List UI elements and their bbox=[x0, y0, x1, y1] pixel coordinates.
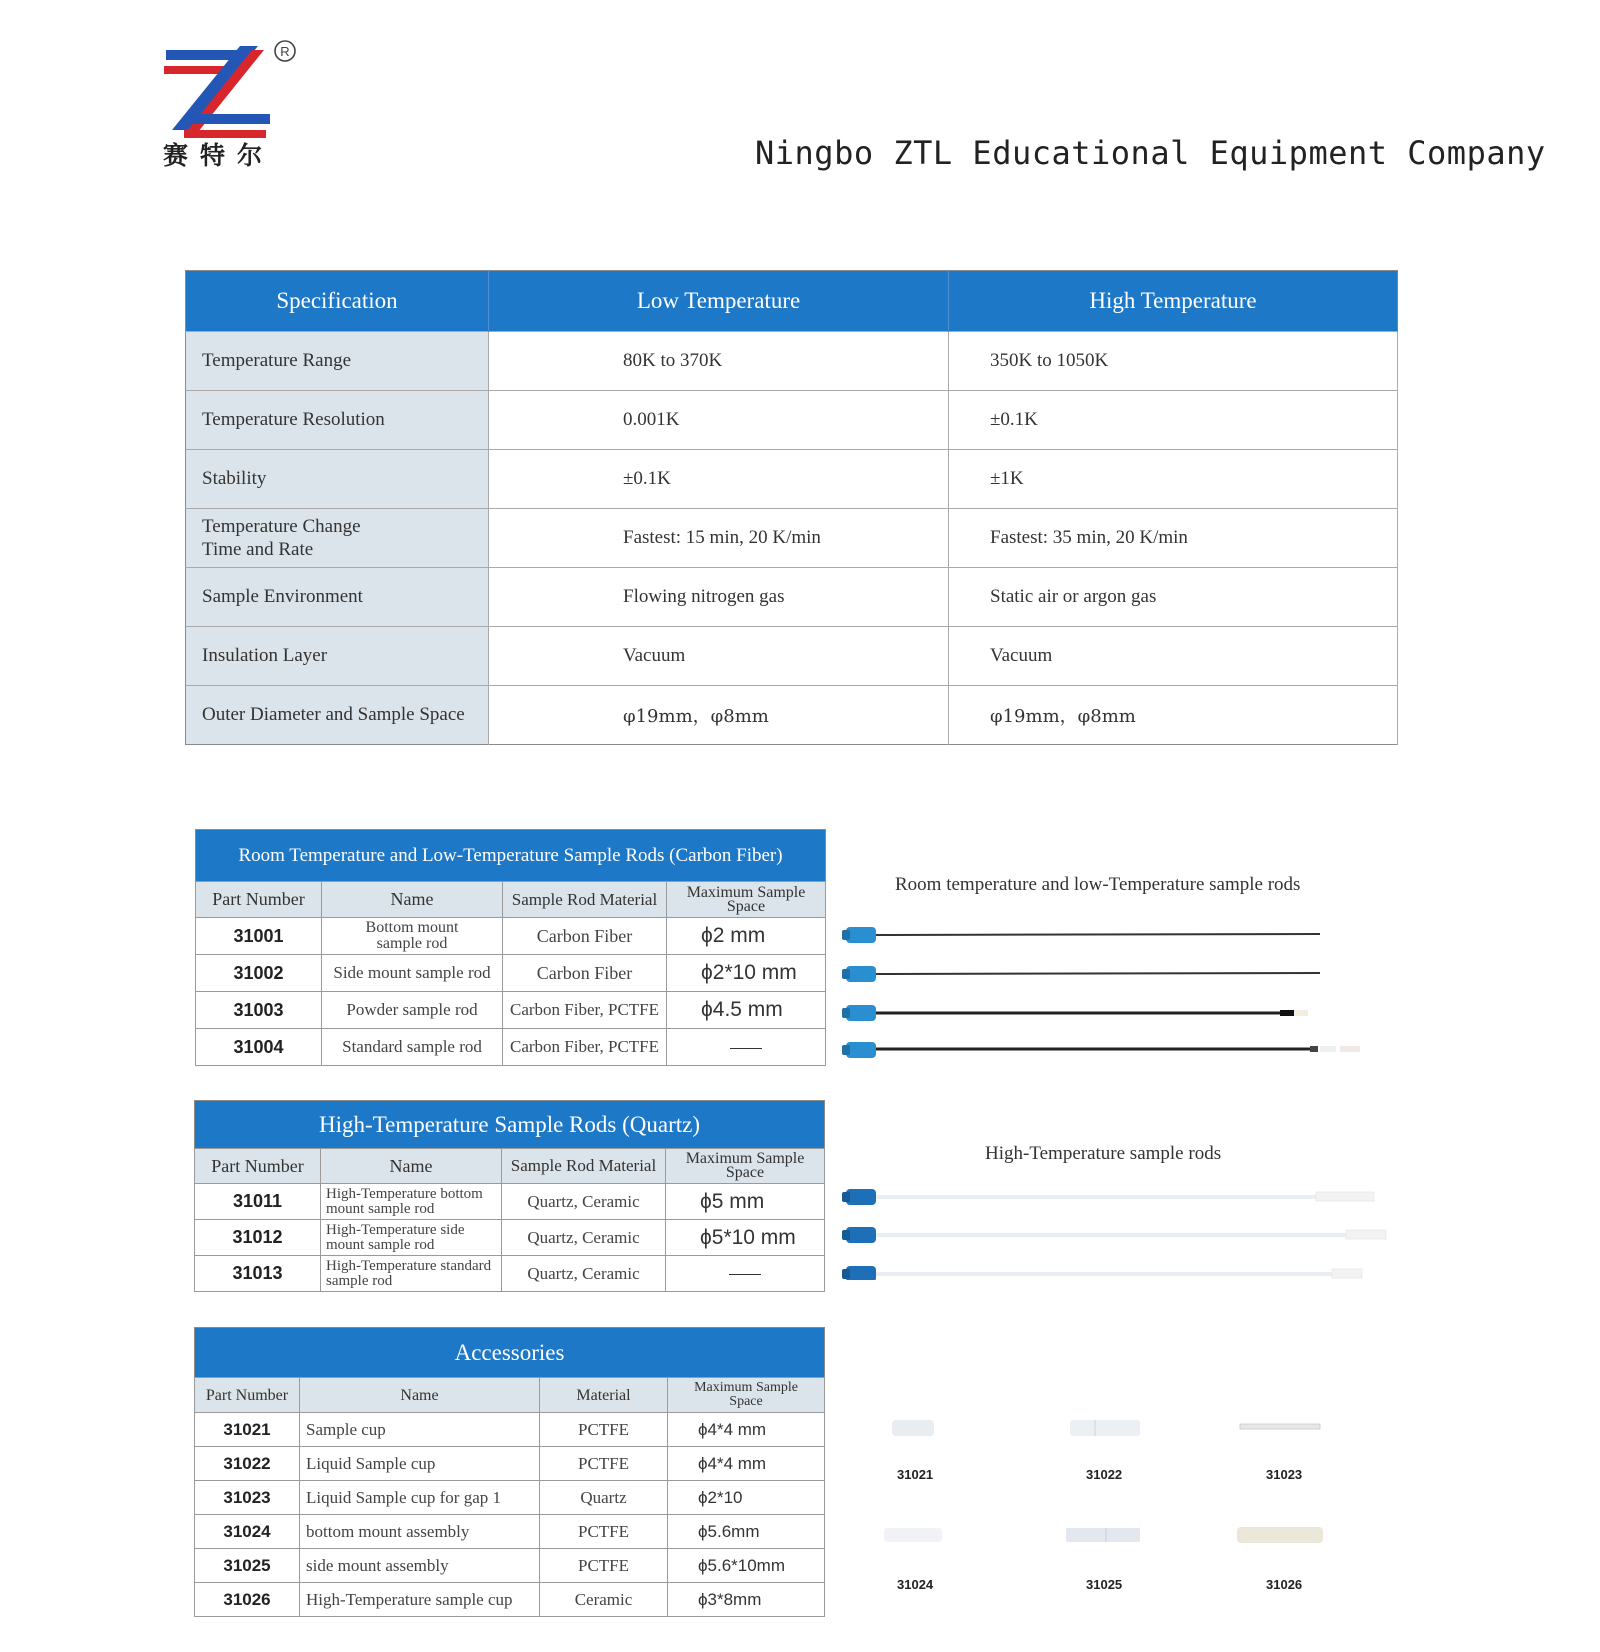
table-row bbox=[186, 509, 1398, 568]
spec-low-value: φ19mm，φ8mm bbox=[489, 686, 949, 745]
table-row bbox=[196, 1029, 826, 1066]
part-name: Standard sample rod bbox=[322, 1029, 503, 1066]
table-row bbox=[195, 1481, 825, 1515]
part-space: ϕ5.6*10mm bbox=[668, 1549, 825, 1583]
spec-high-value: φ19mm，φ8mm bbox=[949, 686, 1398, 745]
spec-low-value: 80K to 370K bbox=[489, 332, 949, 391]
quartz-rod-31011 bbox=[842, 1189, 1374, 1205]
part-number: 31021 bbox=[195, 1413, 300, 1447]
photo-label: 31021 bbox=[897, 1467, 934, 1482]
photo-label: 31024 bbox=[897, 1577, 934, 1592]
table-row bbox=[186, 686, 1398, 745]
part-name: High-Temperature standard sample rod bbox=[321, 1256, 502, 1292]
part-number: 31003 bbox=[196, 992, 322, 1029]
col-header: Part Number bbox=[195, 1378, 300, 1413]
table-row bbox=[195, 1549, 825, 1583]
table-row bbox=[186, 450, 1398, 509]
spec-high-value: Static air or argon gas bbox=[949, 568, 1398, 627]
part-material: Carbon Fiber, PCTFE bbox=[503, 992, 667, 1029]
carbon-rod-31004 bbox=[842, 1042, 1360, 1058]
part-name: High-Temperature sample cup bbox=[300, 1583, 540, 1617]
col-header: Name bbox=[322, 882, 503, 918]
part-material: Ceramic bbox=[540, 1583, 668, 1617]
part-space: ϕ3*8mm bbox=[668, 1583, 825, 1617]
accessory-31025-image bbox=[1066, 1528, 1140, 1542]
quartz-rod-31013 bbox=[842, 1266, 1362, 1280]
col-header: Part Number bbox=[195, 1149, 321, 1184]
table-row bbox=[195, 1220, 825, 1256]
spec-low-value: ±0.1K bbox=[489, 450, 949, 509]
table-row bbox=[196, 955, 826, 992]
part-material: Quartz, Ceramic bbox=[502, 1184, 666, 1220]
part-material: Quartz, Ceramic bbox=[502, 1256, 666, 1292]
table-row bbox=[186, 391, 1398, 450]
spec-label: Temperature Range bbox=[186, 332, 489, 391]
spec-low-value: Fastest: 15 min, 20 K/min bbox=[489, 509, 949, 568]
logo-text: 赛特尔 bbox=[163, 141, 275, 170]
company-name: Ningbo ZTL Educational Equipment Company bbox=[755, 134, 1546, 172]
spec-high-value: 350K to 1050K bbox=[949, 332, 1398, 391]
spec-high-value: ±0.1K bbox=[949, 391, 1398, 450]
spec-header-row bbox=[186, 271, 1398, 332]
part-name: Side mount sample rod bbox=[322, 955, 503, 992]
part-material: PCTFE bbox=[540, 1549, 668, 1583]
table-row bbox=[186, 332, 1398, 391]
part-number: 31011 bbox=[195, 1184, 321, 1220]
photo-label: 31026 bbox=[1266, 1577, 1303, 1592]
spec-col-header: Low Temperature bbox=[489, 271, 949, 332]
part-number: 31023 bbox=[195, 1481, 300, 1515]
part-material: PCTFE bbox=[540, 1515, 668, 1549]
part-name: Powder sample rod bbox=[322, 992, 503, 1029]
part-name: Liquid Sample cup for gap 1 bbox=[300, 1481, 540, 1515]
table-row bbox=[195, 1515, 825, 1549]
table-row bbox=[186, 568, 1398, 627]
spec-label: Sample Environment bbox=[186, 568, 489, 627]
spec-high-value: Vacuum bbox=[949, 627, 1398, 686]
carbon-rods-table bbox=[195, 829, 826, 1066]
quartz-rod-31012 bbox=[842, 1227, 1386, 1243]
part-name: bottom mount assembly bbox=[300, 1515, 540, 1549]
part-space: ϕ4*4 mm bbox=[668, 1447, 825, 1481]
table-row bbox=[195, 1583, 825, 1617]
part-space: ϕ2*10 bbox=[668, 1481, 825, 1515]
table-row bbox=[195, 1413, 825, 1447]
part-space: ϕ2*10 mm bbox=[667, 955, 826, 992]
accessory-31024-image bbox=[884, 1528, 942, 1542]
part-number: 31022 bbox=[195, 1447, 300, 1481]
part-material: Carbon Fiber bbox=[503, 955, 667, 992]
table-title: Room Temperature and Low-Temperature Sample Rods (Carbon Fiber) bbox=[196, 830, 826, 882]
part-name: Bottom mount sample rod bbox=[322, 918, 503, 955]
spec-label: Insulation Layer bbox=[186, 627, 489, 686]
carbon-rod-31001 bbox=[842, 927, 1320, 943]
col-header: Name bbox=[300, 1378, 540, 1413]
col-header: Maximum Sample Space bbox=[667, 882, 826, 918]
accessory-31022-image bbox=[1070, 1420, 1140, 1436]
accessories-table bbox=[194, 1327, 825, 1617]
part-number: 31004 bbox=[196, 1029, 322, 1066]
photo-label: 31023 bbox=[1266, 1467, 1303, 1482]
part-space: ϕ2 mm bbox=[667, 918, 826, 955]
spec-table bbox=[185, 270, 1398, 745]
part-space: ϕ4.5 mm bbox=[667, 992, 826, 1029]
part-material: PCTFE bbox=[540, 1413, 668, 1447]
table-title: Accessories bbox=[195, 1328, 825, 1378]
table-row bbox=[196, 918, 826, 955]
part-space-empty bbox=[666, 1256, 825, 1292]
part-space: ϕ5*10 mm bbox=[666, 1220, 825, 1256]
svg-text:R: R bbox=[280, 44, 290, 59]
spec-col-header: High Temperature bbox=[949, 271, 1398, 332]
part-material: Carbon Fiber bbox=[503, 918, 667, 955]
part-number: 31026 bbox=[195, 1583, 300, 1617]
spec-label: Temperature Change Time and Rate bbox=[186, 509, 489, 568]
dash-icon bbox=[729, 1274, 761, 1275]
photo-label: 31022 bbox=[1086, 1467, 1123, 1482]
part-name: Liquid Sample cup bbox=[300, 1447, 540, 1481]
part-number: 31001 bbox=[196, 918, 322, 955]
col-header: Maximum Sample Space bbox=[668, 1378, 825, 1413]
photo-label: 31025 bbox=[1086, 1577, 1123, 1592]
spec-col-header: Specification bbox=[186, 271, 489, 332]
part-name: side mount assembly bbox=[300, 1549, 540, 1583]
part-name: Sample cup bbox=[300, 1413, 540, 1447]
part-number: 31002 bbox=[196, 955, 322, 992]
table-row bbox=[196, 992, 826, 1029]
accessory-31023-image bbox=[1240, 1424, 1320, 1429]
carbon-rods-image bbox=[840, 915, 1370, 1065]
part-material: Carbon Fiber, PCTFE bbox=[503, 1029, 667, 1066]
z-mark-icon bbox=[164, 46, 270, 138]
spec-low-value: 0.001K bbox=[489, 391, 949, 450]
part-space: ϕ5.6mm bbox=[668, 1515, 825, 1549]
quartz-rods-table bbox=[194, 1100, 825, 1292]
quartz-rods-caption: High-Temperature sample rods bbox=[985, 1143, 1222, 1164]
carbon-rod-31003 bbox=[842, 1005, 1308, 1021]
dash-icon bbox=[730, 1048, 762, 1049]
table-row bbox=[195, 1184, 825, 1220]
part-material: PCTFE bbox=[540, 1447, 668, 1481]
spec-high-value: Fastest: 35 min, 20 K/min bbox=[949, 509, 1398, 568]
table-row bbox=[195, 1256, 825, 1292]
col-header: Part Number bbox=[196, 882, 322, 918]
col-header: Sample Rod Material bbox=[502, 1149, 666, 1184]
part-space: ϕ4*4 mm bbox=[668, 1413, 825, 1447]
part-number: 31012 bbox=[195, 1220, 321, 1256]
part-material: Quartz, Ceramic bbox=[502, 1220, 666, 1256]
accessory-31021-image bbox=[892, 1420, 934, 1436]
part-number: 31013 bbox=[195, 1256, 321, 1292]
accessory-31026-image bbox=[1237, 1527, 1323, 1543]
col-header: Material bbox=[540, 1378, 668, 1413]
table-row bbox=[186, 627, 1398, 686]
quartz-rods-image bbox=[840, 1180, 1400, 1280]
table-title: High-Temperature Sample Rods (Quartz) bbox=[195, 1101, 825, 1149]
part-space: ϕ5 mm bbox=[666, 1184, 825, 1220]
part-name: High-Temperature bottom mount sample rod bbox=[321, 1184, 502, 1220]
col-header: Maximum Sample Space bbox=[666, 1149, 825, 1184]
part-name: High-Temperature side mount sample rod bbox=[321, 1220, 502, 1256]
carbon-rod-31002 bbox=[842, 966, 1320, 982]
spec-low-value: Vacuum bbox=[489, 627, 949, 686]
part-number: 31025 bbox=[195, 1549, 300, 1583]
part-number: 31024 bbox=[195, 1515, 300, 1549]
carbon-rods-caption: Room temperature and low-Temperature sample rods bbox=[895, 874, 1301, 895]
col-header: Sample Rod Material bbox=[503, 882, 667, 918]
part-material: Quartz bbox=[540, 1481, 668, 1515]
spec-low-value: Flowing nitrogen gas bbox=[489, 568, 949, 627]
col-header: Name bbox=[321, 1149, 502, 1184]
table-row bbox=[195, 1447, 825, 1481]
spec-label: Stability bbox=[186, 450, 489, 509]
part-space-empty bbox=[667, 1029, 826, 1066]
spec-label: Temperature Resolution bbox=[186, 391, 489, 450]
spec-high-value: ±1K bbox=[949, 450, 1398, 509]
spec-label: Outer Diameter and Sample Space bbox=[186, 686, 489, 745]
